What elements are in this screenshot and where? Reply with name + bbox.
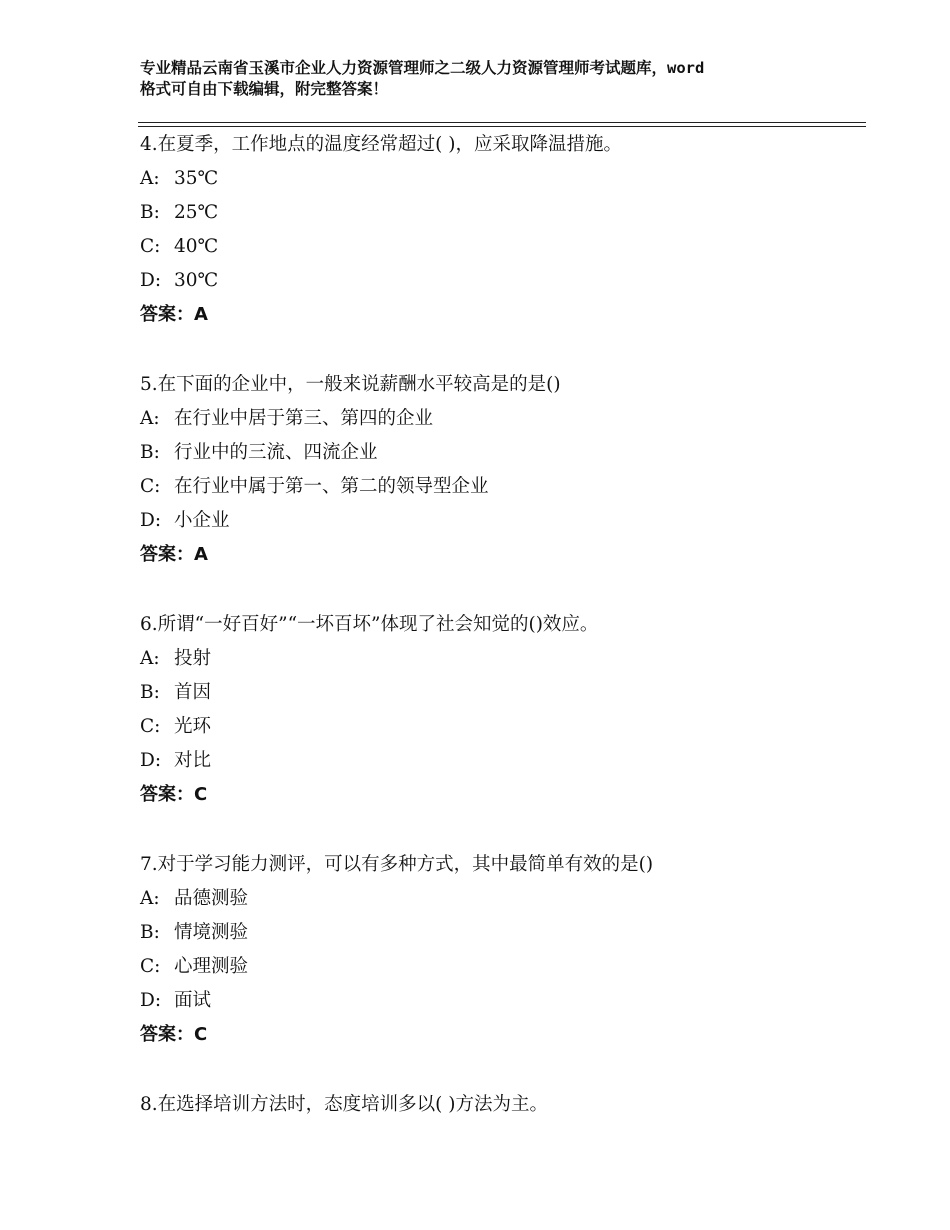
option-text: 行业中的三流、四流企业 — [174, 442, 378, 463]
option-b — [140, 196, 860, 230]
option-key: A: — [140, 408, 160, 429]
option-key: A: — [140, 648, 160, 669]
question-list — [140, 128, 860, 1122]
option-text: 小企业 — [174, 510, 230, 531]
option-c — [140, 230, 860, 264]
option-text: 面试 — [174, 990, 212, 1011]
option-d — [140, 744, 860, 778]
option-key: D: — [140, 990, 162, 1011]
option-d — [140, 984, 860, 1018]
option-key: A: — [140, 888, 160, 909]
header-divider-top — [138, 122, 866, 123]
option-b — [140, 436, 860, 470]
option-text: 首因 — [174, 682, 212, 703]
question-spacer — [140, 572, 860, 608]
question-text: 8.在选择培训方法时，态度培训多以( )方法为主。 — [140, 1094, 548, 1115]
option-key: B: — [140, 922, 160, 943]
option-key: D: — [140, 270, 162, 291]
answer-line: 答案：C — [140, 1024, 208, 1045]
question-spacer — [140, 1052, 860, 1088]
question-4 — [140, 128, 860, 332]
answer-line: 答案：A — [140, 544, 208, 565]
header-divider-bottom — [138, 126, 866, 127]
option-key: B: — [140, 442, 160, 463]
option-key: B: — [140, 202, 160, 223]
option-text: 品德测验 — [174, 888, 249, 909]
option-b — [140, 916, 860, 950]
header-line-2: 格式可自由下载编辑，附完整答案！ — [140, 80, 389, 98]
option-d — [140, 264, 860, 298]
question-text: 7.对于学习能力测评，可以有多种方式，其中最简单有效的是() — [140, 854, 654, 875]
question-spacer — [140, 812, 860, 848]
answer-line: 答案：A — [140, 304, 208, 325]
option-d — [140, 504, 860, 538]
question-text: 6.所谓“一好百好”“一坏百坏”体现了社会知觉的()效应。 — [140, 614, 599, 635]
option-c — [140, 710, 860, 744]
question-spacer — [140, 332, 860, 368]
option-text: 40℃ — [174, 236, 219, 257]
option-key: C: — [140, 716, 161, 737]
header-line-1: 专业精品云南省玉溪市企业人力资源管理师之二级人力资源管理师考试题库，word — [140, 59, 705, 77]
option-text: 光环 — [174, 716, 212, 737]
option-key: C: — [140, 236, 161, 257]
option-a — [140, 162, 860, 196]
option-a — [140, 882, 860, 916]
option-text: 35℃ — [174, 168, 219, 189]
option-key: C: — [140, 476, 161, 497]
option-text: 心理测验 — [174, 956, 249, 977]
option-c — [140, 950, 860, 984]
option-key: D: — [140, 510, 162, 531]
option-a — [140, 642, 860, 676]
option-text: 30℃ — [174, 270, 219, 291]
question-text: 5.在下面的企业中，一般来说薪酬水平较高是的是() — [140, 374, 561, 395]
option-a — [140, 402, 860, 436]
question-6 — [140, 608, 860, 812]
option-c — [140, 470, 860, 504]
option-b — [140, 676, 860, 710]
option-text: 对比 — [174, 750, 212, 771]
answer-line: 答案：C — [140, 784, 208, 805]
option-key: A: — [140, 168, 160, 189]
question-5 — [140, 368, 860, 572]
option-text: 情境测验 — [174, 922, 249, 943]
question-7 — [140, 848, 860, 1052]
option-text: 25℃ — [174, 202, 219, 223]
document-header — [140, 58, 830, 100]
option-text: 在行业中属于第一、第二的领导型企业 — [174, 476, 489, 497]
question-text: 4.在夏季，工作地点的温度经常超过( )，应采取降温措施。 — [140, 134, 622, 155]
option-key: C: — [140, 956, 161, 977]
option-text: 投射 — [174, 648, 212, 669]
option-key: B: — [140, 682, 160, 703]
option-text: 在行业中居于第三、第四的企业 — [174, 408, 434, 429]
question-8 — [140, 1088, 860, 1122]
option-key: D: — [140, 750, 162, 771]
